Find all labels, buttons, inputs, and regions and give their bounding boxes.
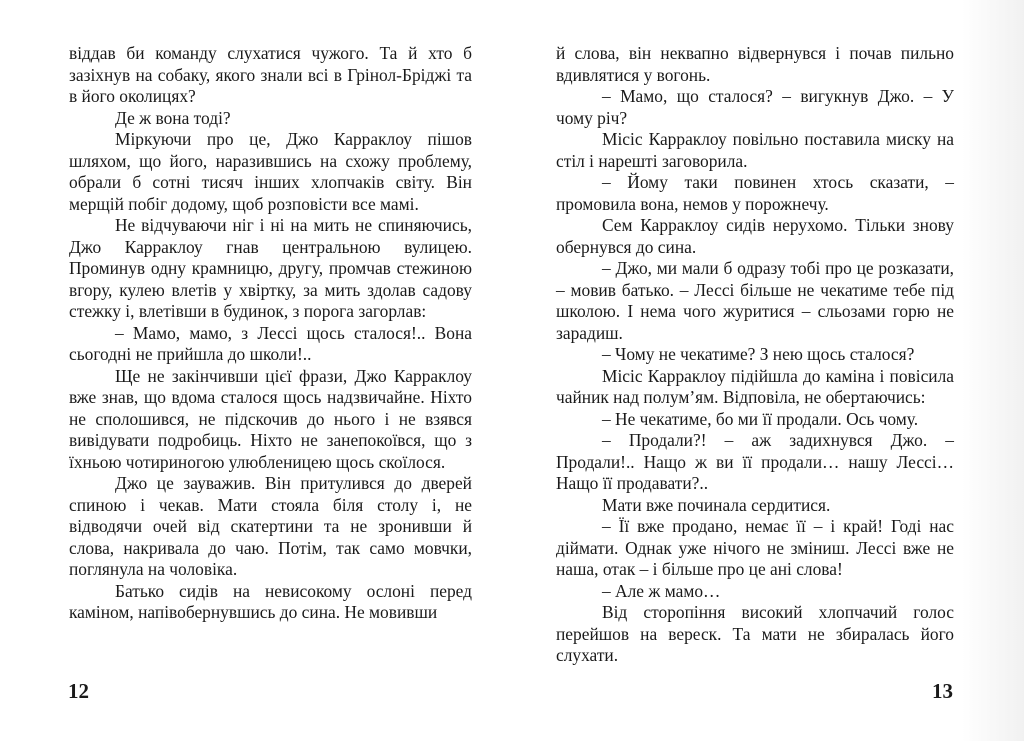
paragraph: – Мамо, що сталося? – вигукнув Джо. – У чому річ?	[556, 86, 954, 128]
page-number: 13	[932, 679, 953, 703]
paragraph: Батько сидів на невисокому ослоні перед каміном, напівобернувшись до сина. Не мовивши	[69, 580, 472, 622]
paragraph: Мати вже починала сердитися.	[602, 494, 831, 515]
paragraph: Не відчуваючи ніг і ні на мить не спиняючись, Джо Карраклоу гнав центральною вулицею. Проминув одну крамницю, другу, промчав стежиною вгору, кулею влетів у хвіртку, за мить здолав садову стежку і, влетівши в будинок, з порога загорлав:	[69, 215, 472, 321]
paragraph: Ще не закінчивши цієї фрази, Джо Карраклоу вже знав, що вдома сталося щось надзвичайне. Ніхто не сполошився, не підскочив до нього і не взявся вивідувати подробиць. Ніхто не занепокоївся, що з їхньою чотириногою улюбленицею щось скоїлося.	[69, 365, 472, 472]
paragraph: – Продали?! – аж задихнувся Джо. – Продали!.. Нащо ж ви її продали… нашу Лессі… Нащо її продавати?..	[556, 430, 954, 493]
paragraph: – Джо, ми мали б одразу тобі про це розказати, – мовив батько. – Лессі більше не чекатиме тебе під школою. І нема чого журитися – сльозами горю не зарадиш.	[556, 258, 954, 343]
paragraph: – Йому таки повинен хтось сказати, – промовила вона, немов у порожнечу.	[556, 172, 954, 214]
paragraph: Джо це зауважив. Він притулився до дверей спиною і чекав. Мати стояла біля столу і, не відводячи очей від скатертини та не зронивши й слова, накривала до чаю. Потім, так само мовчки, поглянула на чоловіка.	[69, 473, 472, 579]
paragraph: – Але ж мамо…	[602, 580, 721, 601]
paragraph: – Не чекатиме, бо ми її продали. Ось чому.	[602, 408, 919, 429]
paragraph: Від сторопіння високий хлопчачий голос перейшов на вереск. Та мати не збиралась його слухати.	[556, 602, 954, 665]
right-page-text	[556, 43, 954, 667]
left-page-text	[69, 43, 472, 624]
paragraph: Місіс Карраклоу підійшла до каміна і повісила чайник над полум’ям. Відповіла, не обертаючись:	[556, 365, 954, 407]
paragraph: Міркуючи про це, Джо Карраклоу пішов шляхом, що його, наразившись на схожу проблему, обрали б сотні тисяч інших хлопчаків світу. Він мерщій побіг додому, щоб розповісти все мамі.	[69, 129, 472, 214]
right-page	[512, 0, 1024, 741]
paragraph: – Мамо, мамо, з Лессі щось сталося!.. Вона сьогодні не прийшла до школи!..	[69, 322, 472, 364]
paragraph: Місіс Карраклоу повільно поставила миску на стіл і нарешті заговорила.	[556, 129, 954, 171]
paragraph: й слова, він неквапно відвернувся і почав пильно вдивлятися у вогонь.	[556, 43, 954, 85]
page-number: 12	[68, 679, 89, 703]
paragraph: віддав би команду слухатися чужого. Та й хто б зазіхнув на собаку, якого знали всі в Грінол-Бріджі та в його околицях?	[69, 43, 472, 106]
paragraph: – Чому не чекатиме? З нею щось сталося?	[602, 344, 915, 364]
paragraph: – Її вже продано, немає її – і край! Годі нас діймати. Однак уже нічого не зміниш. Лессі вже не наша, отак – і більше про це ані слова!	[556, 516, 954, 579]
paragraph: Сем Карраклоу сидів нерухомо. Тільки знову обернувся до сина.	[556, 215, 954, 257]
paragraph: Де ж вона тоді?	[115, 107, 231, 128]
